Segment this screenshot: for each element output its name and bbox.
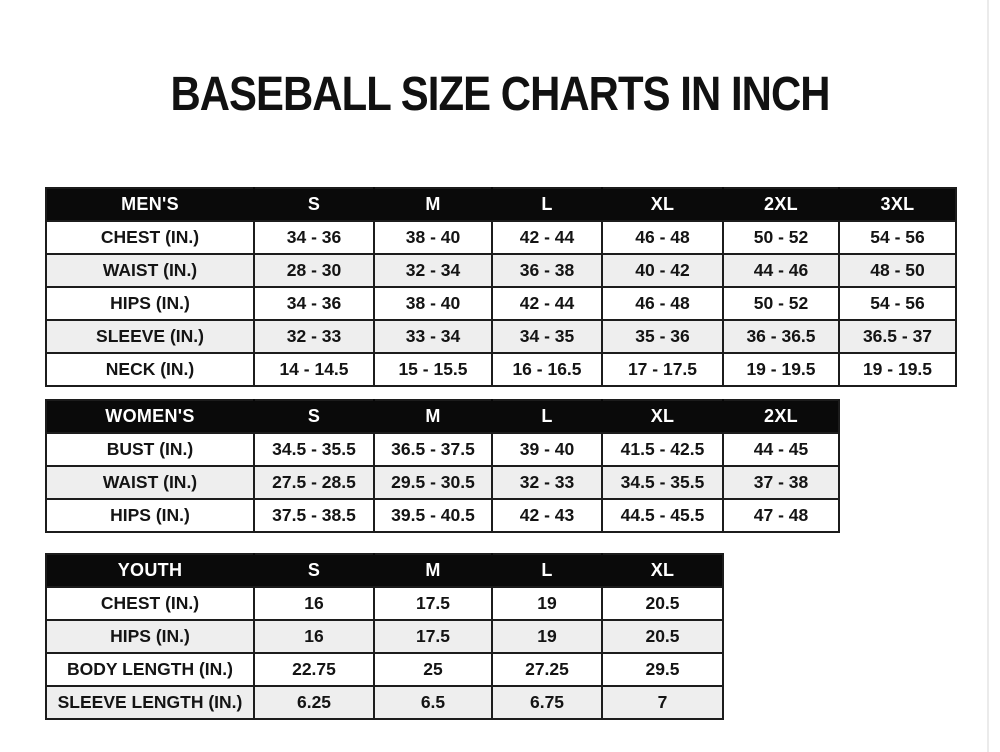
value-cell: 36.5 - 37.5 [374, 433, 492, 466]
size-header-cell: XL [602, 400, 723, 433]
value-cell: 7 [602, 686, 723, 719]
table-row [46, 287, 956, 320]
size-header-cell: XL [602, 188, 723, 221]
value-cell: 40 - 42 [602, 254, 723, 287]
value-cell: 34.5 - 35.5 [254, 433, 374, 466]
value-cell: 19 - 19.5 [839, 353, 956, 386]
size-header-cell: 2XL [723, 188, 839, 221]
row-label-cell: BUST (IN.) [46, 433, 254, 466]
womens-size-table [45, 399, 840, 533]
scan-artifact-line [987, 0, 989, 752]
row-label-cell: WAIST (IN.) [46, 466, 254, 499]
size-header-cell: S [254, 554, 374, 587]
youth-header-row [46, 554, 723, 587]
value-cell: 28 - 30 [254, 254, 374, 287]
value-cell: 27.5 - 28.5 [254, 466, 374, 499]
mens-size-table [45, 187, 957, 387]
value-cell: 34 - 35 [492, 320, 602, 353]
value-cell: 20.5 [602, 587, 723, 620]
value-cell: 33 - 34 [374, 320, 492, 353]
value-cell: 6.25 [254, 686, 374, 719]
value-cell: 44 - 45 [723, 433, 839, 466]
table-row [46, 653, 723, 686]
value-cell: 20.5 [602, 620, 723, 653]
value-cell: 34 - 36 [254, 287, 374, 320]
value-cell: 17 - 17.5 [602, 353, 723, 386]
value-cell: 34 - 36 [254, 221, 374, 254]
value-cell: 17.5 [374, 587, 492, 620]
value-cell: 36.5 - 37 [839, 320, 956, 353]
value-cell: 25 [374, 653, 492, 686]
size-header-cell: 3XL [839, 188, 956, 221]
value-cell: 27.25 [492, 653, 602, 686]
row-label-cell: NECK (IN.) [46, 353, 254, 386]
size-header-cell: M [374, 188, 492, 221]
table-row [46, 587, 723, 620]
table-title-cell: WOMEN'S [46, 400, 254, 433]
table-title-cell: YOUTH [46, 554, 254, 587]
row-label-cell: SLEEVE LENGTH (IN.) [46, 686, 254, 719]
table-title-cell: MEN'S [46, 188, 254, 221]
value-cell: 41.5 - 42.5 [602, 433, 723, 466]
size-header-cell: M [374, 400, 492, 433]
value-cell: 19 [492, 587, 602, 620]
table-row [46, 254, 956, 287]
value-cell: 17.5 [374, 620, 492, 653]
value-cell: 32 - 33 [492, 466, 602, 499]
table-row [46, 620, 723, 653]
value-cell: 36 - 38 [492, 254, 602, 287]
value-cell: 22.75 [254, 653, 374, 686]
table-row [46, 466, 839, 499]
size-header-cell: L [492, 188, 602, 221]
row-label-cell: CHEST (IN.) [46, 587, 254, 620]
row-label-cell: SLEEVE (IN.) [46, 320, 254, 353]
value-cell: 36 - 36.5 [723, 320, 839, 353]
size-header-cell: S [254, 188, 374, 221]
table-row [46, 499, 839, 532]
womens-header-row [46, 400, 839, 433]
value-cell: 14 - 14.5 [254, 353, 374, 386]
value-cell: 32 - 33 [254, 320, 374, 353]
row-label-cell: WAIST (IN.) [46, 254, 254, 287]
page-title: BASEBALL SIZE CHARTS IN INCH [170, 65, 830, 121]
value-cell: 29.5 [602, 653, 723, 686]
row-label-cell: HIPS (IN.) [46, 499, 254, 532]
youth-size-table [45, 553, 724, 720]
value-cell: 42 - 44 [492, 287, 602, 320]
size-header-cell: S [254, 400, 374, 433]
value-cell: 16 - 16.5 [492, 353, 602, 386]
row-label-cell: CHEST (IN.) [46, 221, 254, 254]
value-cell: 37.5 - 38.5 [254, 499, 374, 532]
value-cell: 35 - 36 [602, 320, 723, 353]
value-cell: 46 - 48 [602, 287, 723, 320]
size-header-cell: L [492, 400, 602, 433]
value-cell: 38 - 40 [374, 287, 492, 320]
value-cell: 6.75 [492, 686, 602, 719]
size-header-cell: 2XL [723, 400, 839, 433]
value-cell: 19 [492, 620, 602, 653]
row-label-cell: HIPS (IN.) [46, 287, 254, 320]
table-row [46, 686, 723, 719]
value-cell: 34.5 - 35.5 [602, 466, 723, 499]
value-cell: 19 - 19.5 [723, 353, 839, 386]
row-label-cell: HIPS (IN.) [46, 620, 254, 653]
size-header-cell: XL [602, 554, 723, 587]
size-header-cell: M [374, 554, 492, 587]
value-cell: 50 - 52 [723, 221, 839, 254]
value-cell: 32 - 34 [374, 254, 492, 287]
value-cell: 16 [254, 587, 374, 620]
value-cell: 48 - 50 [839, 254, 956, 287]
table-row [46, 433, 839, 466]
row-label-cell: BODY LENGTH (IN.) [46, 653, 254, 686]
table-row [46, 221, 956, 254]
value-cell: 29.5 - 30.5 [374, 466, 492, 499]
value-cell: 16 [254, 620, 374, 653]
value-cell: 54 - 56 [839, 221, 956, 254]
value-cell: 44.5 - 45.5 [602, 499, 723, 532]
size-header-cell: L [492, 554, 602, 587]
value-cell: 39.5 - 40.5 [374, 499, 492, 532]
value-cell: 38 - 40 [374, 221, 492, 254]
value-cell: 37 - 38 [723, 466, 839, 499]
value-cell: 54 - 56 [839, 287, 956, 320]
value-cell: 42 - 44 [492, 221, 602, 254]
value-cell: 39 - 40 [492, 433, 602, 466]
table-row [46, 353, 956, 386]
value-cell: 15 - 15.5 [374, 353, 492, 386]
value-cell: 50 - 52 [723, 287, 839, 320]
value-cell: 6.5 [374, 686, 492, 719]
value-cell: 44 - 46 [723, 254, 839, 287]
mens-header-row [46, 188, 956, 221]
table-row [46, 320, 956, 353]
value-cell: 46 - 48 [602, 221, 723, 254]
value-cell: 47 - 48 [723, 499, 839, 532]
value-cell: 42 - 43 [492, 499, 602, 532]
